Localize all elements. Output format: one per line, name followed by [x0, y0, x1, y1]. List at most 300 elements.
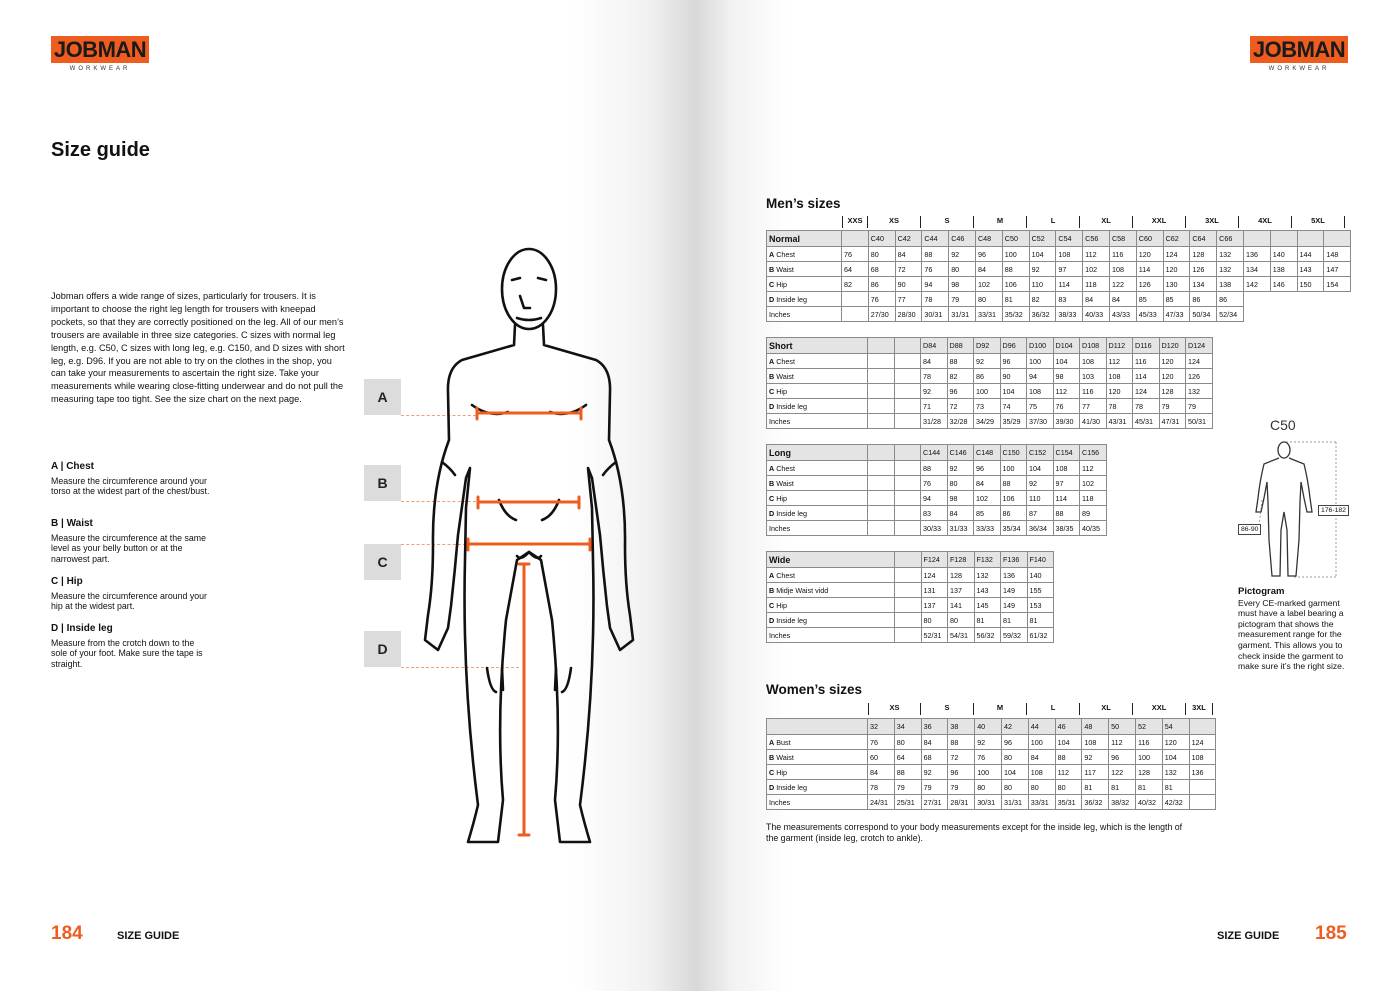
- table-cell: 84: [868, 765, 895, 780]
- size-code-cell: C56: [1083, 231, 1110, 247]
- table-cell: 96: [975, 247, 1002, 262]
- table-cell: 110: [1027, 491, 1054, 506]
- size-code-cell: C146: [947, 445, 974, 461]
- marker-a: A: [364, 379, 401, 415]
- row-label: [767, 598, 895, 613]
- womens-size-header: [868, 703, 1213, 715]
- table-cell: [868, 521, 895, 536]
- row-name: Inside leg: [774, 615, 807, 625]
- table-cell: 86: [868, 277, 895, 292]
- table-cell: 124: [1186, 354, 1213, 369]
- table-cell: [868, 461, 895, 476]
- row-key: A: [769, 463, 775, 473]
- table-cell: 76: [975, 750, 1002, 765]
- size-code-cell: [894, 338, 921, 354]
- size-code-cell: D96: [1000, 338, 1027, 354]
- table-cell: 97: [1056, 262, 1083, 277]
- table-cell: 126: [1186, 369, 1213, 384]
- table-cell: [868, 399, 895, 414]
- table-cell: 103: [1080, 369, 1107, 384]
- mens-size-header: [842, 216, 1345, 228]
- table-cell: 122: [1109, 765, 1136, 780]
- table-cell: 39/30: [1053, 414, 1080, 429]
- table-cell: 72: [947, 399, 974, 414]
- table-cell: 30/31: [975, 795, 1002, 810]
- intro-text: Jobman offers a wide range of sizes, particularly for trousers. It is important to choose the right leg length for trousers with kneepad pockets, so that they are correctly positioned on the leg. All of our men’s trousers are available in three size categories. C sizes with normal leg length, e.g. C50, C sizes with long leg, e.g. C150, and D sizes with short leg, e.g. D96. If you are not able to try on the clothes in the shop, you can take your measurements to ascertain the right size. Take your measurements while wearing close-fitting underwear and do not pull the measuring tape too tight. See the size chart on the next page.: [51, 291, 345, 405]
- size-code-cell: C156: [1080, 445, 1107, 461]
- table-row: [767, 491, 1107, 506]
- size-code-cell: C52: [1029, 231, 1056, 247]
- table-cell: 40/33: [1083, 307, 1110, 322]
- row-label: [767, 583, 895, 598]
- table-cell: 25/31: [894, 795, 921, 810]
- section-label-left: SIZE GUIDE: [117, 930, 180, 942]
- table-cell: [894, 414, 921, 429]
- measure-chest-text: Measure the circumference around your torso at the widest part of the chest/bust.: [51, 475, 210, 497]
- table-cell: 100: [1027, 354, 1054, 369]
- wide-size-table: [766, 551, 1054, 643]
- table-cell: [868, 384, 895, 399]
- table-cell: [895, 583, 922, 598]
- table-cell: 114: [1133, 369, 1160, 384]
- table-cell: 102: [975, 277, 1002, 292]
- table-cell: 81: [974, 613, 1001, 628]
- row-label: [767, 750, 868, 765]
- table-cell: 81: [1027, 613, 1054, 628]
- table-cell: 108: [1053, 461, 1080, 476]
- table-cell: [868, 491, 895, 506]
- table-cell: 80: [948, 613, 975, 628]
- row-name: Waist: [774, 264, 794, 274]
- size-code-cell: D92: [974, 338, 1001, 354]
- table-cell: 84: [895, 247, 922, 262]
- table-cell: 86: [974, 369, 1001, 384]
- row-name: Inside leg: [774, 294, 807, 304]
- table-row: [767, 369, 1213, 384]
- size-code-cell: C48: [975, 231, 1002, 247]
- size-code-cell: D84: [921, 338, 948, 354]
- table-cell: 82: [1029, 292, 1056, 307]
- table-row: [767, 628, 1054, 643]
- row-key: C: [769, 279, 775, 289]
- row-key: D: [769, 401, 775, 411]
- table-cell: 31/33: [947, 521, 974, 536]
- section-label-right: SIZE GUIDE: [1217, 930, 1280, 942]
- table-cell: 92: [974, 354, 1001, 369]
- row-name: Inside leg: [774, 508, 807, 518]
- table-cell: 47/33: [1163, 307, 1190, 322]
- table-cell: 138: [1217, 277, 1244, 292]
- row-name: Inside leg: [774, 782, 807, 792]
- table-label: Long: [767, 445, 868, 461]
- table-cell: 136: [1243, 247, 1270, 262]
- row-key: A: [769, 570, 775, 580]
- row-label: [767, 491, 868, 506]
- table-cell: 124: [1133, 384, 1160, 399]
- table-cell: 96: [948, 765, 975, 780]
- table-cell: 106: [1000, 491, 1027, 506]
- table-cell: [894, 521, 921, 536]
- row-label: [767, 292, 842, 307]
- row-label: [767, 277, 842, 292]
- jobman-logo: [51, 36, 149, 72]
- table-cell: 31/31: [949, 307, 976, 322]
- measure-chest: [51, 462, 211, 497]
- measure-waist-title: B | Waist: [51, 518, 93, 529]
- table-cell: 100: [974, 384, 1001, 399]
- table-cell: 80: [868, 247, 895, 262]
- table-cell: 43/33: [1109, 307, 1136, 322]
- table-cell: 120: [1159, 369, 1186, 384]
- table-cell: 30/31: [922, 307, 949, 322]
- size-code-cell: [842, 231, 869, 247]
- table-cell: 100: [1002, 247, 1029, 262]
- table-row: [767, 506, 1107, 521]
- table-cell: 79: [948, 780, 975, 795]
- table-cell: 38/35: [1053, 521, 1080, 536]
- table-cell: [895, 628, 922, 643]
- table-cell: 79: [949, 292, 976, 307]
- table-cell: 90: [1000, 369, 1027, 384]
- row-label: [767, 780, 868, 795]
- table-cell: 45/31: [1133, 414, 1160, 429]
- row-key: D: [769, 294, 775, 304]
- table-cell: 88: [1000, 476, 1027, 491]
- table-row: [767, 735, 1216, 750]
- table-cell: 33/31: [1028, 795, 1055, 810]
- size-label: L: [1027, 216, 1080, 228]
- table-cell: 114: [1056, 277, 1083, 292]
- table-cell: 104: [1000, 384, 1027, 399]
- table-cell: 80: [949, 262, 976, 277]
- size-label: XXL: [1133, 216, 1186, 228]
- table-cell: 141: [948, 598, 975, 613]
- table-row: [767, 476, 1107, 491]
- table-cell: 77: [895, 292, 922, 307]
- table-cell: 79: [921, 780, 948, 795]
- table-cell: 106: [1002, 277, 1029, 292]
- row-label: [767, 735, 868, 750]
- size-code-cell: D104: [1053, 338, 1080, 354]
- pictogram-text: Every CE-marked garment must have a label bearing a pictogram that shows the measurement range for the garment. This allows you to check inside the garment to make sure it’s the right size.: [1238, 597, 1345, 672]
- table-cell: 96: [1000, 354, 1027, 369]
- size-code-cell: C58: [1109, 231, 1136, 247]
- size-code-cell: C44: [922, 231, 949, 247]
- size-code-cell: [1270, 231, 1297, 247]
- size-label: XS: [868, 703, 921, 715]
- table-cell: 84: [921, 354, 948, 369]
- table-cell: 82: [842, 277, 869, 292]
- table-cell: 38/32: [1109, 795, 1136, 810]
- row-label: [767, 399, 868, 414]
- table-cell: 38/33: [1056, 307, 1083, 322]
- row-key: B: [769, 752, 775, 762]
- table-cell: 88: [948, 735, 975, 750]
- table-row: [767, 354, 1213, 369]
- table-label: Short: [767, 338, 868, 354]
- table-cell: 81: [1162, 780, 1189, 795]
- row-key: D: [769, 508, 775, 518]
- table-cell: 78: [1133, 399, 1160, 414]
- size-label: XS: [868, 216, 921, 228]
- table-cell: [894, 476, 921, 491]
- row-label: [767, 568, 895, 583]
- table-cell: 83: [1056, 292, 1083, 307]
- table-cell: 112: [1053, 384, 1080, 399]
- table-cell: 80: [947, 476, 974, 491]
- table-cell: 134: [1190, 277, 1217, 292]
- table-cell: 104: [1027, 461, 1054, 476]
- table-cell: [894, 369, 921, 384]
- row-name: Inches: [769, 416, 791, 426]
- table-label: Wide: [767, 552, 895, 568]
- table-row: [767, 461, 1107, 476]
- table-cell: 140: [1027, 568, 1054, 583]
- womens-size-table: [766, 718, 1216, 810]
- size-code-cell: D120: [1159, 338, 1186, 354]
- row-key: D: [769, 615, 775, 625]
- table-row: [767, 765, 1216, 780]
- table-row: [767, 583, 1054, 598]
- table-cell: 35/29: [1000, 414, 1027, 429]
- table-cell: 114: [1053, 491, 1080, 506]
- table-cell: 86: [1000, 506, 1027, 521]
- row-label: [767, 795, 868, 810]
- table-cell: 54/31: [948, 628, 975, 643]
- table-cell: 116: [1109, 247, 1136, 262]
- table-row: [767, 780, 1216, 795]
- row-name: Bust: [774, 737, 791, 747]
- table-label: [767, 719, 868, 735]
- row-label: [767, 414, 868, 429]
- table-cell: [895, 598, 922, 613]
- table-cell: 124: [1189, 735, 1216, 750]
- table-cell: 145: [974, 598, 1001, 613]
- table-cell: [868, 506, 895, 521]
- table-cell: 126: [1136, 277, 1163, 292]
- table-cell: 104: [1055, 735, 1082, 750]
- table-cell: 131: [921, 583, 948, 598]
- size-code-cell: [1189, 719, 1216, 735]
- row-name: Chest: [774, 356, 795, 366]
- body-figure-illustration: [410, 240, 650, 850]
- table-cell: 80: [975, 780, 1002, 795]
- row-name: Hip: [774, 600, 787, 610]
- table-cell: 61/32: [1027, 628, 1054, 643]
- table-cell: 74: [1000, 399, 1027, 414]
- table-cell: 80: [1028, 780, 1055, 795]
- size-code-cell: [868, 338, 895, 354]
- womens-sizes-title: Women’s sizes: [766, 682, 863, 697]
- table-row: [767, 277, 1351, 292]
- row-key: B: [769, 478, 775, 488]
- table-cell: 34/29: [974, 414, 1001, 429]
- table-cell: 85: [1163, 292, 1190, 307]
- row-name: Chest: [774, 249, 795, 259]
- table-cell: 36/32: [1029, 307, 1056, 322]
- table-cell: 33/33: [974, 521, 1001, 536]
- table-cell: 78: [1106, 399, 1133, 414]
- table-cell: 31/28: [921, 414, 948, 429]
- table-cell: 32/28: [947, 414, 974, 429]
- table-cell: 104: [1053, 354, 1080, 369]
- size-code-cell: 48: [1082, 719, 1109, 735]
- table-cell: 147: [1324, 262, 1351, 277]
- table-cell: 68: [921, 750, 948, 765]
- table-cell: 96: [1001, 735, 1028, 750]
- table-cell: 85: [1136, 292, 1163, 307]
- table-cell: 143: [974, 583, 1001, 598]
- size-label: XXL: [1133, 703, 1186, 715]
- table-row: [767, 414, 1213, 429]
- table-cell: 33/31: [975, 307, 1002, 322]
- size-code-cell: [895, 552, 922, 568]
- row-label: [767, 476, 868, 491]
- table-cell: 31/31: [1001, 795, 1028, 810]
- table-cell: 73: [974, 399, 1001, 414]
- table-cell: 28/30: [895, 307, 922, 322]
- table-cell: 84: [975, 262, 1002, 277]
- table-cell: 153: [1027, 598, 1054, 613]
- size-code-cell: C144: [921, 445, 948, 461]
- table-cell: 110: [1029, 277, 1056, 292]
- size-code-cell: 34: [894, 719, 921, 735]
- table-cell: 112: [1080, 461, 1107, 476]
- table-cell: 104: [1001, 765, 1028, 780]
- table-cell: 108: [1109, 262, 1136, 277]
- table-cell: [894, 461, 921, 476]
- table-row: [767, 247, 1351, 262]
- table-cell: 35/31: [1055, 795, 1082, 810]
- measure-inside-leg: [51, 624, 211, 669]
- table-cell: 76: [868, 735, 895, 750]
- table-cell: [1189, 780, 1216, 795]
- table-cell: 98: [947, 491, 974, 506]
- measure-chest-title: A | Chest: [51, 461, 94, 472]
- row-name: Inches: [769, 309, 791, 319]
- table-cell: 87: [1027, 506, 1054, 521]
- row-name: Inches: [769, 630, 791, 640]
- table-cell: 80: [1001, 750, 1028, 765]
- row-label: [767, 765, 868, 780]
- table-cell: 116: [1135, 735, 1162, 750]
- table-cell: 76: [1053, 399, 1080, 414]
- table-cell: 100: [975, 765, 1002, 780]
- table-row: [767, 750, 1216, 765]
- table-cell: 146: [1270, 277, 1297, 292]
- table-cell: [895, 613, 922, 628]
- table-label: Normal: [767, 231, 842, 247]
- size-label: S: [921, 216, 974, 228]
- size-code-cell: [868, 445, 895, 461]
- table-cell: 128: [1159, 384, 1186, 399]
- table-cell: 104: [1029, 247, 1056, 262]
- table-cell: 84: [974, 476, 1001, 491]
- jobman-logo: [1250, 36, 1348, 72]
- page-number-right: 185: [1315, 923, 1347, 944]
- table-cell: [842, 307, 869, 322]
- page-number-left: 184: [51, 923, 83, 944]
- logo-subtitle: WORKWEAR: [69, 66, 131, 72]
- table-cell: 83: [921, 506, 948, 521]
- table-cell: 37/30: [1027, 414, 1054, 429]
- table-cell: 40/35: [1080, 521, 1107, 536]
- table-header-row: [767, 231, 1351, 247]
- table-cell: 92: [1029, 262, 1056, 277]
- table-cell: 89: [1080, 506, 1107, 521]
- table-cell: 84: [921, 735, 948, 750]
- table-cell: 56/32: [974, 628, 1001, 643]
- table-cell: [868, 414, 895, 429]
- size-code-cell: D116: [1133, 338, 1160, 354]
- row-label: [767, 613, 895, 628]
- size-code-cell: C42: [895, 231, 922, 247]
- table-cell: 134: [1243, 262, 1270, 277]
- size-code-cell: C46: [949, 231, 976, 247]
- table-header-row: [767, 338, 1213, 354]
- size-code-cell: D100: [1027, 338, 1054, 354]
- table-cell: 94: [1027, 369, 1054, 384]
- table-cell: 85: [974, 506, 1001, 521]
- table-cell: 71: [921, 399, 948, 414]
- size-code-cell: [1243, 231, 1270, 247]
- size-label: S: [921, 703, 974, 715]
- table-cell: [894, 354, 921, 369]
- table-cell: 78: [921, 369, 948, 384]
- table-cell: 86: [1217, 292, 1244, 307]
- mens-sizes-title: Men’s sizes: [766, 196, 841, 211]
- table-cell: 79: [894, 780, 921, 795]
- table-cell: 80: [921, 613, 948, 628]
- row-name: Chest: [774, 463, 795, 473]
- table-cell: 149: [1001, 583, 1028, 598]
- table-cell: 138: [1270, 262, 1297, 277]
- size-code-cell: C54: [1056, 231, 1083, 247]
- table-cell: 84: [1109, 292, 1136, 307]
- size-code-cell: F136: [1001, 552, 1028, 568]
- table-cell: 88: [921, 461, 948, 476]
- table-cell: 59/32: [1001, 628, 1028, 643]
- size-code-cell: 36: [921, 719, 948, 735]
- row-name: Waist: [774, 752, 794, 762]
- table-row: [767, 795, 1216, 810]
- row-key: D: [769, 782, 775, 792]
- row-name: Hip: [774, 386, 787, 396]
- size-code-cell: 52: [1135, 719, 1162, 735]
- table-cell: 40/32: [1135, 795, 1162, 810]
- table-cell: 24/31: [868, 795, 895, 810]
- size-code-cell: [1297, 231, 1324, 247]
- pictogram-height-range: 176-182: [1318, 505, 1349, 516]
- size-label: M: [974, 703, 1027, 715]
- table-header-row: [767, 552, 1054, 568]
- table-cell: 132: [974, 568, 1001, 583]
- table-cell: 35/32: [1002, 307, 1029, 322]
- table-cell: 120: [1159, 354, 1186, 369]
- table-cell: 50/34: [1190, 307, 1217, 322]
- measurement-note: The measurements correspond to your body measurements except for the inside leg, which is the length of the garment (inside leg, crotch to ankle).: [766, 822, 1183, 843]
- size-code-cell: F128: [948, 552, 975, 568]
- table-cell: 27/30: [868, 307, 895, 322]
- table-cell: 140: [1270, 247, 1297, 262]
- table-cell: 124: [1163, 247, 1190, 262]
- row-key: C: [769, 493, 775, 503]
- table-cell: 84: [1028, 750, 1055, 765]
- table-cell: 130: [1163, 277, 1190, 292]
- size-code-cell: C50: [1002, 231, 1029, 247]
- size-code-cell: 40: [975, 719, 1002, 735]
- table-cell: 143: [1297, 262, 1324, 277]
